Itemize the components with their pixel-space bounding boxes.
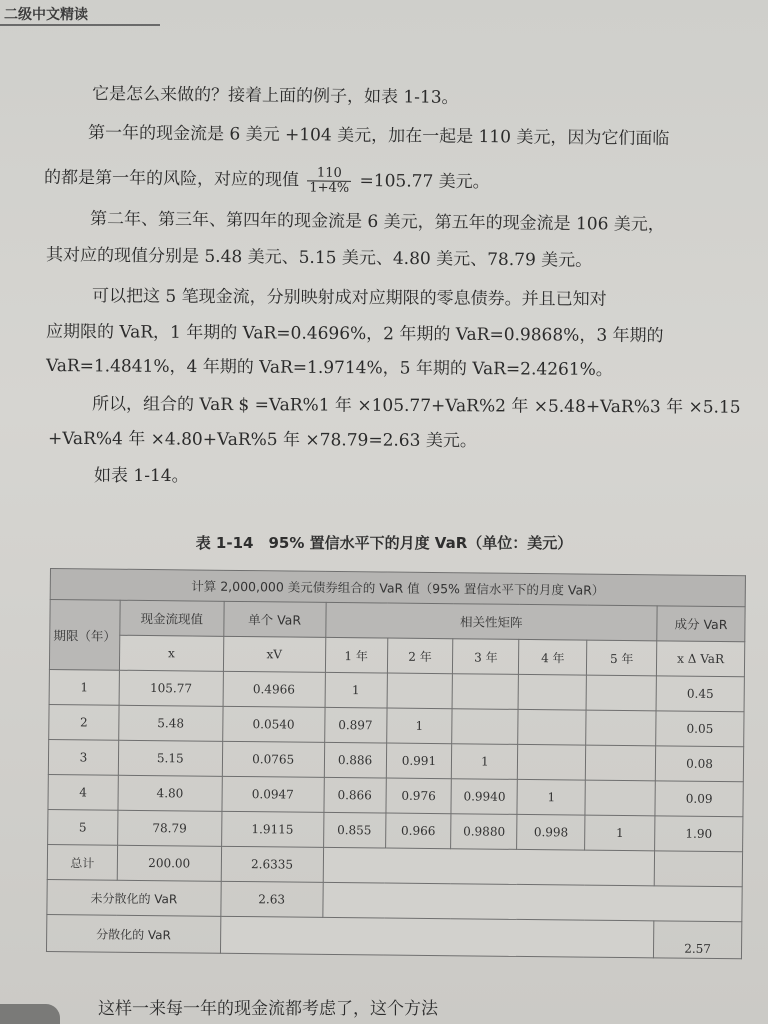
- total-component: [654, 851, 742, 887]
- paragraph-line: 应期限的 VaR，1 年期的 VaR=0.4696%，2 年期的 VaR=0.9868%，3 年期的: [45, 321, 664, 347]
- cell-var: 0.0947: [222, 776, 324, 812]
- cell-var: 0.0765: [222, 741, 324, 777]
- cell-corr: 0.886: [324, 742, 386, 778]
- cell-component: 0.08: [655, 746, 743, 782]
- paragraph-line: 第一年的现金流是 6 美元 +104 美元，加在一起是 110 美元，因为它们面临: [87, 122, 670, 150]
- diversified-value: 2.57: [654, 921, 742, 959]
- cell-component: 0.45: [656, 676, 744, 712]
- fraction-denominator: 1+4%: [309, 180, 350, 196]
- cell-corr: 0.966: [385, 813, 451, 849]
- paragraph-line: +VaR%4 年 ×4.80+VaR%5 年 ×78.79=2.63 美元。: [47, 428, 477, 452]
- paragraph-line: 其对应的现值分别是 5.48 美元、5.15 美元、4.80 美元、78.79 美元。: [45, 245, 593, 271]
- table-caption: 表 1-14 95% 置信水平下的月度 VaR（单位：美元）: [195, 534, 573, 552]
- paragraph-line: VaR=1.4841%，4 年期的 VaR=1.9714%，5 年期的 VaR=2.4261%。: [45, 356, 613, 380]
- cell-corr: 0.866: [324, 777, 386, 813]
- cell-corr: [452, 674, 518, 710]
- header-correlation: 相关性矩阵: [325, 602, 657, 640]
- cell-component: 1.90: [655, 816, 743, 852]
- cell-corr: [585, 780, 655, 816]
- cell-corr: 1: [325, 672, 387, 708]
- corr-year-header: 5 年: [587, 640, 657, 676]
- cell-period: 3: [48, 739, 118, 775]
- cell-corr: 0.991: [386, 743, 452, 779]
- table-title: 计算 2,000,000 美元债券组合的 VaR 值（95% 置信水平下的月度 VaR）: [50, 569, 745, 607]
- var-table: [45, 568, 746, 1013]
- cell-corr: [518, 674, 586, 710]
- cell-pv: 5.15: [118, 740, 222, 776]
- paragraph-line: 它是怎么来做的？接着上面的例子，如表 1-13。: [91, 84, 459, 108]
- paragraph-line: 第二年、第三年、第四年的现金流是 6 美元，第五年的现金流是 106 美元，: [89, 208, 665, 236]
- header-component-var: 成分 VaR: [657, 606, 745, 642]
- cell-period: 4: [48, 774, 118, 810]
- cell-pv: 105.77: [119, 670, 223, 706]
- cell-corr: 1: [452, 744, 518, 780]
- paragraph-line: 这样一来每一年的现金流都考虑了，这个方法: [98, 999, 438, 1019]
- cell-var: 0.4966: [223, 671, 325, 707]
- corr-year-header: 3 年: [453, 639, 519, 675]
- total-var: 2.6335: [221, 846, 323, 882]
- cell-corr: 0.998: [517, 814, 585, 850]
- header-var: 单个 VaR: [224, 601, 326, 637]
- cell-corr: [387, 673, 453, 709]
- cell-pv: 4.80: [118, 775, 222, 811]
- header-period: 期限（年）: [49, 600, 120, 671]
- cell-corr: 1: [585, 815, 655, 851]
- corr-year-header: 2 年: [387, 638, 453, 674]
- empty-cell: [323, 847, 655, 885]
- cell-corr: [586, 745, 656, 781]
- total-label: 总计: [47, 844, 117, 880]
- fraction-numerator: 110: [307, 166, 351, 181]
- corr-year-header: 4 年: [519, 639, 587, 675]
- cell-pv: 78.79: [118, 810, 222, 846]
- paragraph-line-with-fraction: [44, 164, 490, 198]
- cell-corr: 1: [386, 708, 452, 744]
- cell-corr: 0.9880: [451, 814, 517, 850]
- text-segment: =105.77 美元。: [359, 170, 490, 193]
- empty-cell: [220, 916, 654, 958]
- cell-component: 0.09: [655, 781, 743, 817]
- cell-corr: 1: [517, 779, 585, 815]
- subheader-component: x Δ VaR: [656, 641, 744, 677]
- undiversified-label: 未分散化的 VaR: [47, 879, 221, 916]
- diversified-row: [46, 914, 741, 958]
- cell-corr: 0.855: [323, 812, 385, 848]
- cell-corr: 0.9940: [451, 779, 517, 815]
- cell-corr: 0.897: [324, 707, 386, 743]
- subheader-xv: xV: [223, 636, 325, 672]
- cell-corr: [586, 675, 656, 711]
- cell-corr: [518, 744, 586, 780]
- cell-period: 1: [49, 669, 119, 705]
- header-pv: 现金流现值: [120, 600, 224, 636]
- undiversified-value: 2.63: [221, 881, 323, 917]
- subheader-x: x: [119, 635, 223, 671]
- cell-pv: 5.48: [119, 705, 223, 741]
- cell-component: 0.05: [656, 711, 744, 747]
- cell-corr: [518, 709, 586, 745]
- thumb-shadow: [0, 1004, 60, 1024]
- cell-period: 5: [48, 809, 118, 845]
- corr-year-header: 1 年: [325, 637, 387, 673]
- cell-var: 0.0540: [222, 706, 324, 742]
- total-pv: 200.00: [117, 845, 221, 881]
- diversified-label: 分散化的 VaR: [46, 914, 220, 953]
- paragraph-line: 如表 1-14。: [94, 466, 189, 486]
- paragraph-line: 所以，组合的 VaR $ =VaR%1 年 ×105.77+VaR%2 年 ×5.48+VaR%3 年 ×5.15: [91, 394, 741, 418]
- paragraph-line: 可以把这 5 笔现金流，分别映射成对应期限的零息债券。并且已知对: [91, 286, 607, 310]
- running-header: 二级中文精读: [0, 0, 160, 26]
- text-segment: 的都是第一年的风险，对应的现值: [43, 167, 300, 191]
- cell-var: 1.9115: [221, 811, 323, 847]
- cell-corr: 0.976: [385, 778, 451, 814]
- cell-corr: [586, 710, 656, 746]
- empty-cell: [322, 882, 742, 921]
- fraction: [307, 166, 351, 195]
- cell-corr: [452, 709, 518, 745]
- cell-period: 2: [49, 704, 119, 740]
